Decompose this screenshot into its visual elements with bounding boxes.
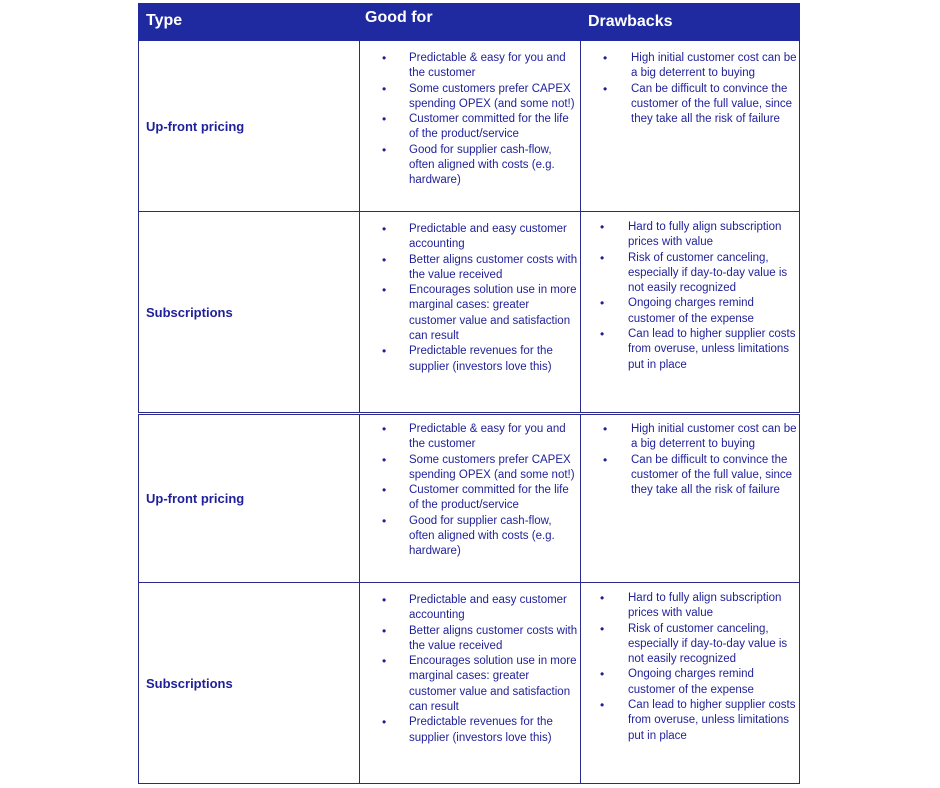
- bullet-icon: •: [382, 142, 387, 157]
- list-item: • Can lead to higher supplier costs from overuse, unless limitations put in place: [600, 327, 796, 371]
- bullet-icon: •: [600, 296, 605, 311]
- list-item: • Predictable & easy for you and the customer: [382, 422, 566, 451]
- list-item: • Encourages solution use in more marginal cases: greater customer value and satisfaction can result: [382, 654, 577, 714]
- table-row: [138, 41, 800, 212]
- bullet-icon: •: [382, 623, 387, 638]
- list-item: • Can be difficult to convince the customer of the full value, since they take all the risk of failure: [603, 81, 793, 126]
- list-item: • Predictable and easy customer accounting: [382, 593, 567, 622]
- table-row: [138, 583, 800, 784]
- list-item: • Can lead to higher supplier costs from overuse, unless limitations put in place: [600, 698, 796, 742]
- bullet-icon: •: [600, 621, 605, 636]
- bullet-icon: •: [382, 252, 387, 267]
- drawbacks-cell: [580, 414, 800, 582]
- type-label: Subscriptions: [146, 676, 233, 691]
- type-cell: [138, 583, 359, 784]
- bullet-icon: •: [603, 51, 608, 65]
- list-item: • Encourages solution use in more marginal cases: greater customer value and satisfaction can result: [382, 283, 577, 343]
- list-item: • Risk of customer canceling, especially if day-to-day value is not easily recognized: [600, 621, 788, 666]
- table-row: [138, 212, 800, 413]
- bullet-icon: •: [382, 422, 387, 436]
- list-item: • Good for supplier cash-flow, often aligned with costs (e.g. hardware): [382, 142, 555, 187]
- bullet-icon: •: [600, 220, 605, 234]
- bullet-icon: •: [382, 81, 387, 96]
- list-item: • Ongoing charges remind customer of the expense: [600, 296, 754, 325]
- list-item: • Predictable revenues for the supplier (investors love this): [382, 344, 553, 373]
- list-item: • Predictable & easy for you and the customer: [382, 51, 566, 80]
- bullet-icon: •: [603, 422, 608, 436]
- bullet-icon: •: [382, 344, 387, 359]
- list-item: • Hard to fully align subscription prices with value: [600, 220, 782, 249]
- type-cell: [138, 212, 359, 413]
- bullet-icon: •: [382, 513, 387, 528]
- table-row: [138, 414, 800, 582]
- list-item: • Better aligns customer costs with the value received: [382, 623, 578, 652]
- good-for-cell: [359, 583, 580, 784]
- bullet-icon: •: [382, 283, 387, 298]
- bullet-icon: •: [603, 81, 608, 96]
- type-label: Subscriptions: [146, 305, 233, 320]
- drawbacks-cell: [580, 41, 800, 212]
- list-item: • High initial customer cost can be a big deterrent to buying: [603, 51, 797, 80]
- bullet-icon: •: [600, 591, 605, 605]
- bullet-icon: •: [600, 667, 605, 682]
- bullet-icon: •: [382, 112, 387, 127]
- list-item: • Customer committed for the life of the product/service: [382, 112, 569, 141]
- list-item: • High initial customer cost can be a big deterrent to buying: [603, 422, 797, 451]
- type-cell: [138, 41, 359, 212]
- list-item: • Predictable and easy customer accounting: [382, 222, 567, 251]
- header-drawbacks: Drawbacks: [588, 13, 673, 30]
- drawbacks-cell: [580, 212, 800, 413]
- list-item: • Risk of customer canceling, especially if day-to-day value is not easily recognized: [600, 250, 788, 295]
- bullet-icon: •: [382, 483, 387, 498]
- table-header: [138, 3, 800, 41]
- list-item: • Better aligns customer costs with the value received: [382, 252, 578, 281]
- bullet-icon: •: [382, 222, 387, 236]
- bullet-icon: •: [600, 250, 605, 265]
- type-label: Up-front pricing: [146, 490, 245, 506]
- header-type: Type: [146, 12, 183, 29]
- type-cell: [138, 414, 359, 582]
- list-item: • Can be difficult to convince the customer of the full value, since they take all the risk of failure: [603, 452, 793, 497]
- bullet-icon: •: [382, 452, 387, 467]
- drawbacks-cell: [580, 583, 800, 784]
- list-item: • Good for supplier cash-flow, often aligned with costs (e.g. hardware): [382, 513, 555, 558]
- header-good-for: Good for: [365, 9, 433, 26]
- good-for-cell: [359, 212, 580, 413]
- bullet-icon: •: [603, 452, 608, 467]
- list-item: • Ongoing charges remind customer of the expense: [600, 667, 754, 696]
- list-item: • Customer committed for the life of the product/service: [382, 483, 569, 512]
- good-for-cell: [359, 41, 580, 212]
- list-item: • Some customers prefer CAPEX spending OPEX (and some not!): [382, 452, 575, 481]
- type-label: Up-front pricing: [146, 119, 245, 134]
- list-item: • Hard to fully align subscription prices with value: [600, 591, 782, 620]
- good-for-cell: [359, 414, 580, 582]
- bullet-icon: •: [600, 327, 605, 342]
- bullet-icon: •: [600, 698, 605, 713]
- bullet-icon: •: [382, 593, 387, 607]
- list-item: • Some customers prefer CAPEX spending OPEX (and some not!): [382, 81, 575, 110]
- bullet-icon: •: [382, 715, 387, 730]
- list-item: • Predictable revenues for the supplier (investors love this): [382, 715, 553, 744]
- bullet-icon: •: [382, 654, 387, 669]
- bullet-icon: •: [382, 51, 387, 65]
